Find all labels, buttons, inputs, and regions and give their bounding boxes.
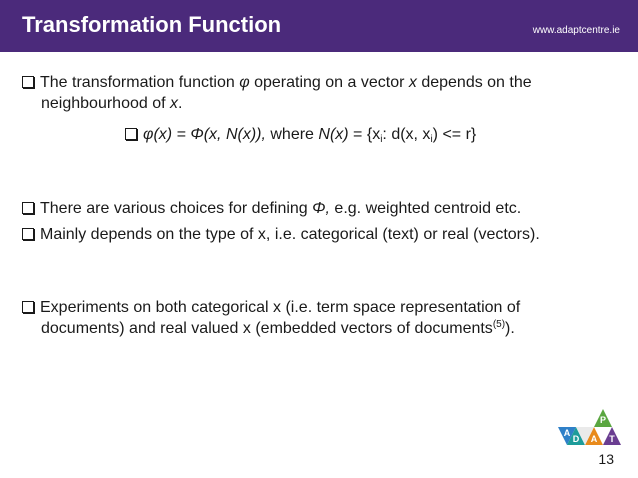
- logo-letter-a2: A: [590, 434, 598, 444]
- adapt-logo: [558, 405, 628, 467]
- bullet-2: There are various choices for defining Φ, e.g. weighted centroid etc.: [22, 198, 521, 219]
- logo-letter-a1: A: [563, 428, 571, 438]
- site-url[interactable]: www.adaptcentre.ie: [532, 25, 620, 36]
- logo-letter-d: D: [572, 434, 580, 444]
- bullet-3: Mainly depends on the type of x, i.e. categorical (text) or real (vectors).: [22, 224, 540, 245]
- header-bar: [0, 0, 638, 52]
- slide-title: Transformation Function: [22, 12, 282, 37]
- sub-bullet-1: φ(x) = Φ(x, N(x)), where $N(x) = \{x_i$: d(x, $x_i) <= r$}: [125, 124, 476, 145]
- checkbox-bullet-icon: [125, 128, 137, 140]
- page-number: 13: [598, 451, 614, 467]
- logo-letter-p: P: [599, 415, 607, 425]
- bullet-4: Experiments on both categorical x (i.e. term space representation of documents) and real valued x (embedded vectors of documents$^{(5)}$).: [22, 297, 631, 339]
- checkbox-bullet-icon: [22, 228, 34, 240]
- checkbox-bullet-icon: [22, 76, 34, 88]
- bullet-1: The transformation function φ operating on a vector x depends on the neighbourhood of x.: [22, 72, 631, 114]
- checkbox-bullet-icon: [22, 301, 34, 313]
- checkbox-bullet-icon: [22, 202, 34, 214]
- logo-letter-t: T: [609, 434, 615, 444]
